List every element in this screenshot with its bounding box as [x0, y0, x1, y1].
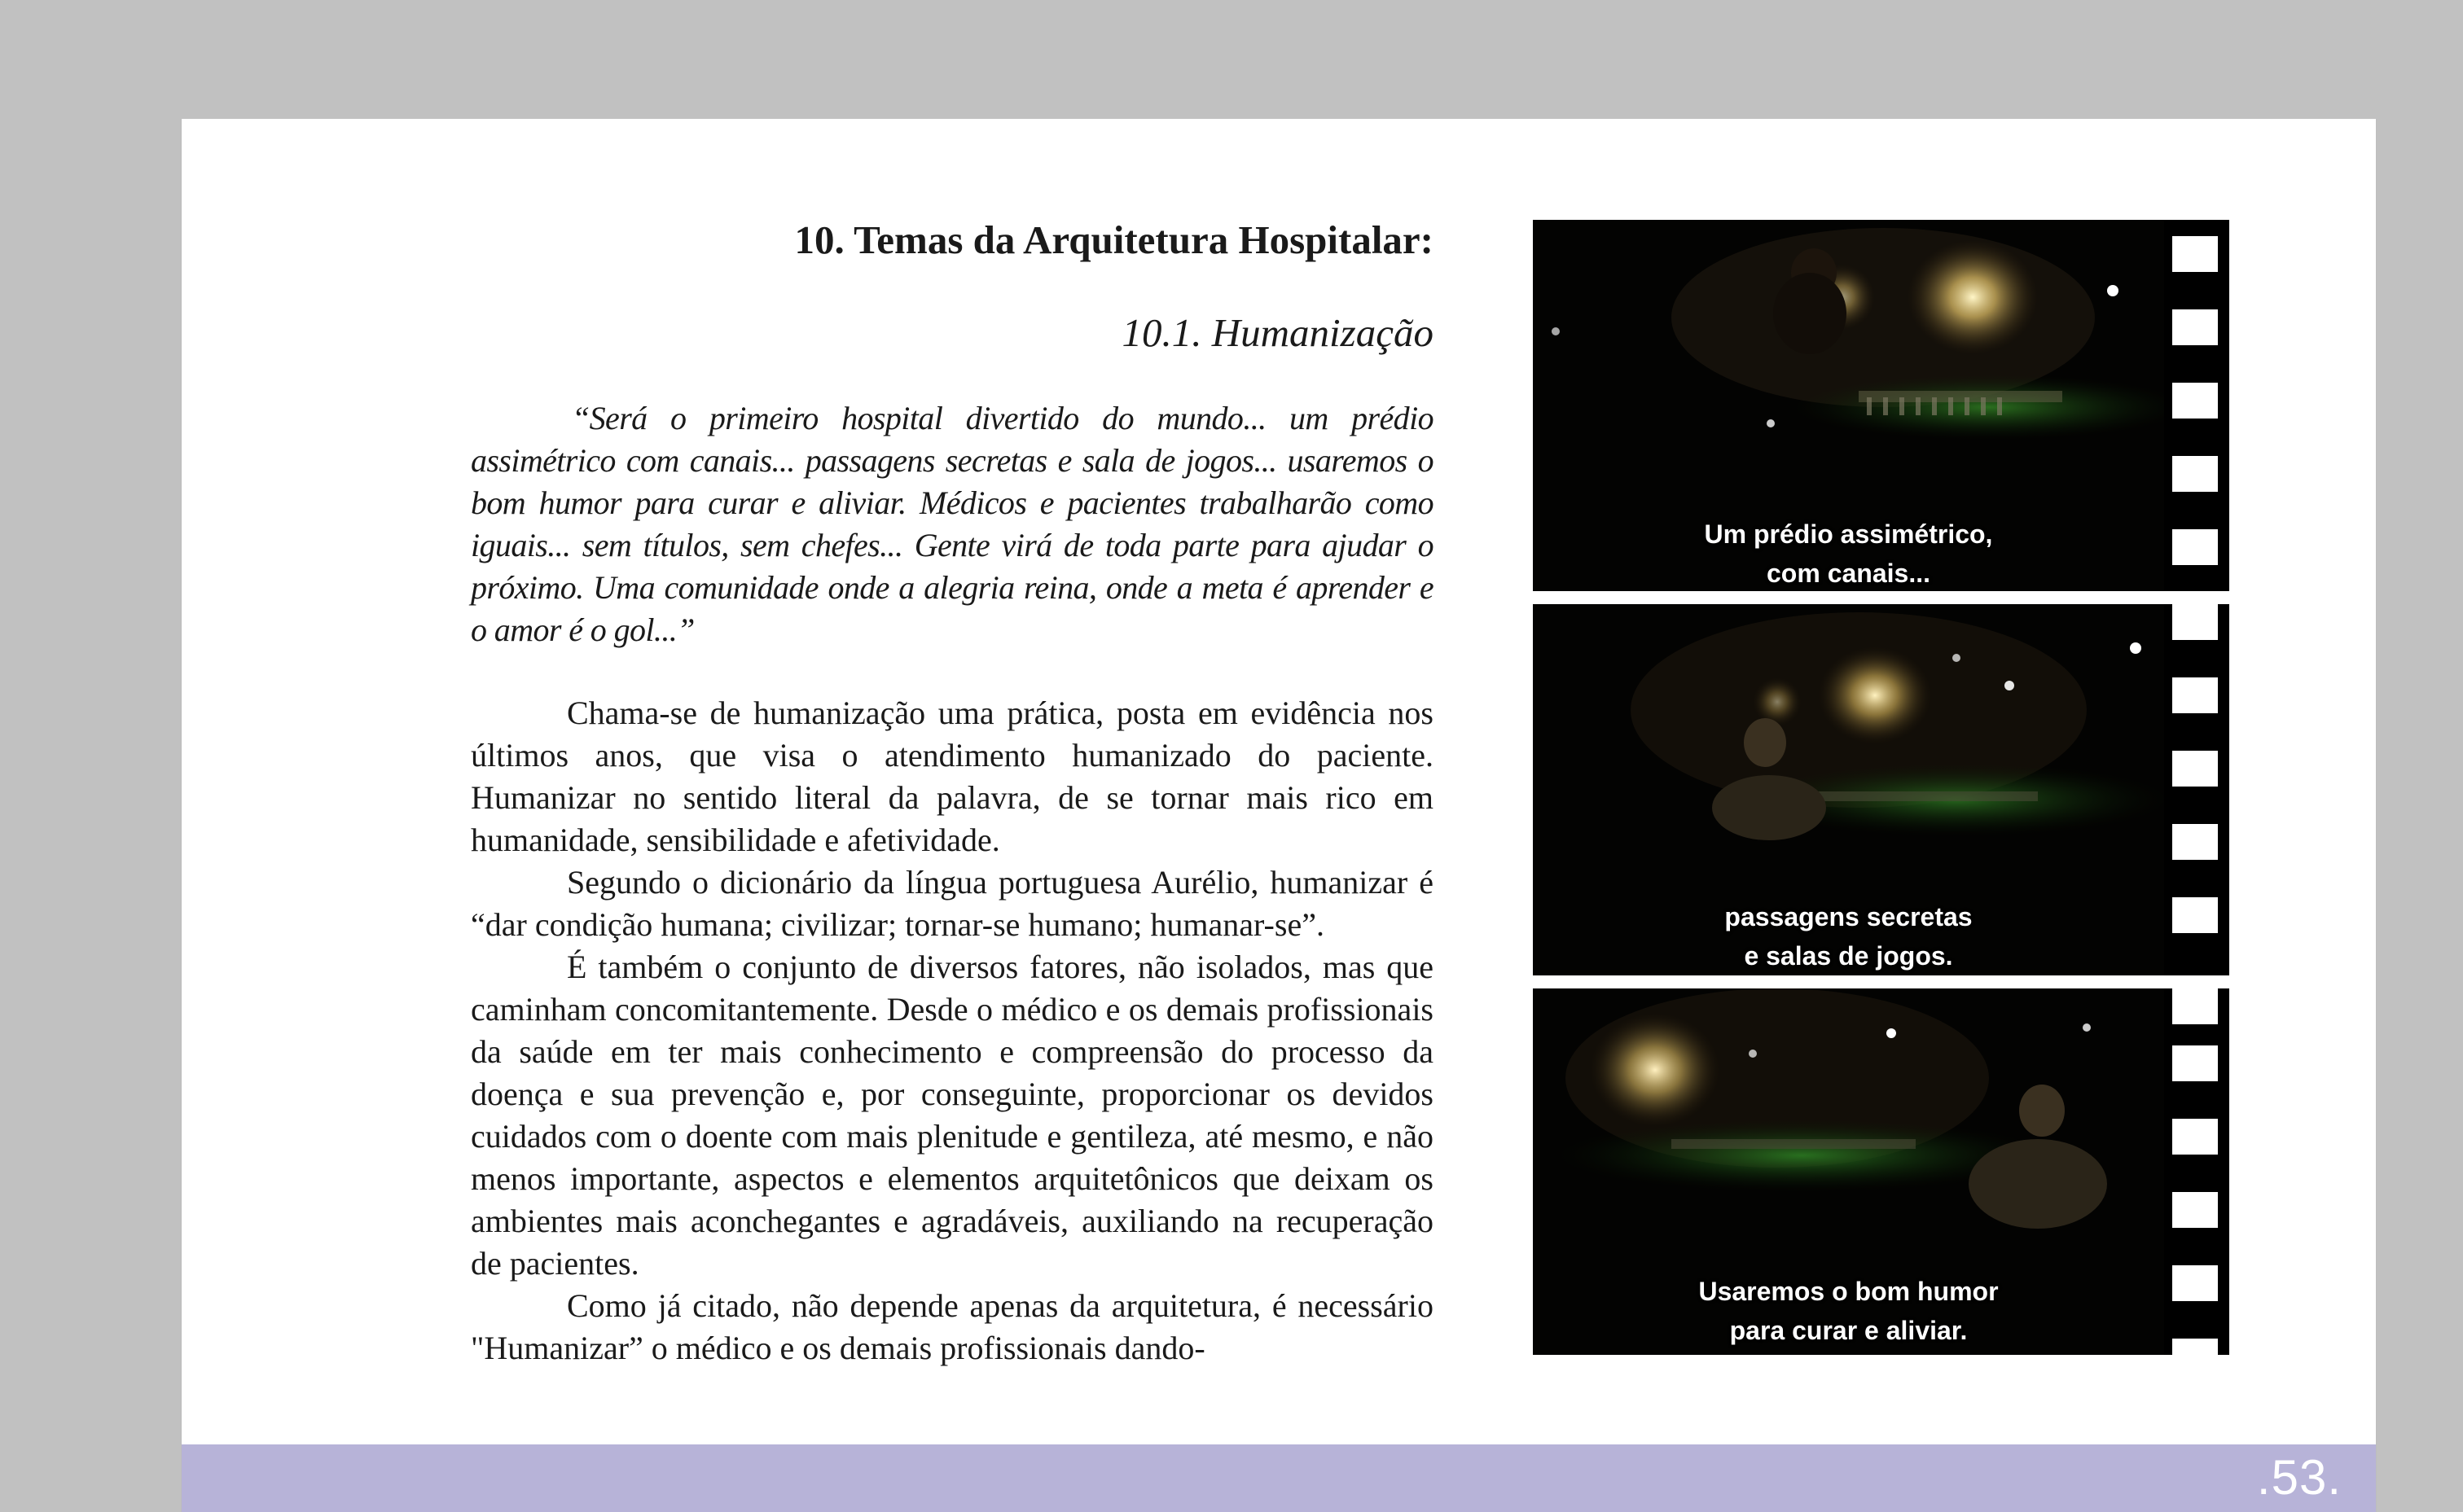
- top-gray-band: [0, 0, 2463, 119]
- film-subtitle: [1533, 897, 2164, 975]
- sprocket-hole: [2172, 309, 2218, 345]
- sprocket-hole: [2172, 1119, 2218, 1155]
- sprocket-hole: [2172, 1045, 2218, 1081]
- subtitle-line: passagens secretas: [1724, 902, 1973, 931]
- subtitle-line: Um prédio assimétrico,: [1704, 519, 1993, 549]
- sprocket-hole: [2172, 751, 2218, 787]
- sprocket-hole: [2172, 897, 2218, 933]
- sprocket-hole: [2172, 529, 2218, 565]
- sprocket-hole: [2172, 1192, 2218, 1228]
- film-subtitle: [1533, 515, 2164, 591]
- document-page: [181, 119, 2377, 1512]
- sprocket-hole: [2172, 236, 2218, 272]
- footer-band: [182, 1444, 2376, 1512]
- film-strip-image: [1533, 220, 2229, 1355]
- sprocket-hole: [2172, 1339, 2218, 1355]
- film-frame: [1533, 988, 2229, 1355]
- sprocket-hole: [2172, 604, 2218, 640]
- body-paragraph: Segundo o dicionário da língua portuguesa Aurélio, humanizar é “dar condição humana; civilizar; tornar-se humano; humanar-se”.: [471, 864, 1433, 943]
- subtitle-line: e salas de jogos.: [1744, 941, 1953, 971]
- sprocket-hole: [2172, 1265, 2218, 1301]
- sprocket-hole: [2172, 988, 2218, 1024]
- subsection-title: 10.1. Humanização: [1122, 310, 1433, 355]
- subtitle-line: com canais...: [1767, 559, 1930, 588]
- text-column: [471, 212, 1433, 1370]
- sprocket-strip: [2164, 220, 2229, 591]
- film-frame: [1533, 220, 2229, 591]
- sprocket-strip: [2164, 604, 2229, 975]
- film-frame: [1533, 604, 2229, 975]
- sprocket-hole: [2172, 677, 2218, 713]
- sprocket-hole: [2172, 456, 2218, 492]
- subtitle-line: para curar e aliviar.: [1729, 1316, 1968, 1345]
- body-paragraph: Chama-se de humanização uma prática, posta em evidência nos últimos anos, que visa o atendimento humanizado do paciente. Humanizar no sentido literal da palavra, de se tornar mais rico em humanidade, sensibilidade e afetividade.: [471, 695, 1433, 858]
- page-number: .53.: [2256, 1450, 2342, 1505]
- sprocket-hole: [2172, 824, 2218, 860]
- body-paragraph: Como já citado, não depende apenas da arquitetura, é necessário "Humanizar” o médico e os demais profissionais dando-: [471, 1287, 1433, 1366]
- sprocket-strip: [2164, 988, 2229, 1355]
- epigraph-quote: “Será o primeiro hospital divertido do mundo... um prédio assimétrico com canais... passagens secretas e sala de jogos... usaremos o bom humor para curar e aliviar. Médicos e pacientes trabalharão como iguais... sem títulos, sem chefes... Gente virá de toda parte para ajudar o próximo. Uma comunidade onde a alegria reina, onde a meta é aprender e o amor é o gol...”: [471, 400, 1433, 648]
- body-paragraph: É também o conjunto de diversos fatores, não isolados, mas que caminham concomitantemente. Desde o médico e os demais profissionais da saúde em ter mais conhecimento e compreensão do processo da doença e sua prevenção e, por conseguinte, proporcionar os devidos cuidados com o doente com mais plenitude e gentileza, até mesmo, e não menos importante, aspectos e elementos arquitetônicos que deixam os ambientes mais aconchegantes e agradáveis, auxiliando na recuperação de pacientes.: [471, 949, 1433, 1282]
- subtitle-line: Usaremos o bom humor: [1698, 1277, 1999, 1306]
- section-title: 10. Temas da Arquitetura Hospitalar:: [794, 217, 1433, 262]
- sprocket-hole: [2172, 383, 2218, 419]
- film-subtitle: [1533, 1272, 2164, 1350]
